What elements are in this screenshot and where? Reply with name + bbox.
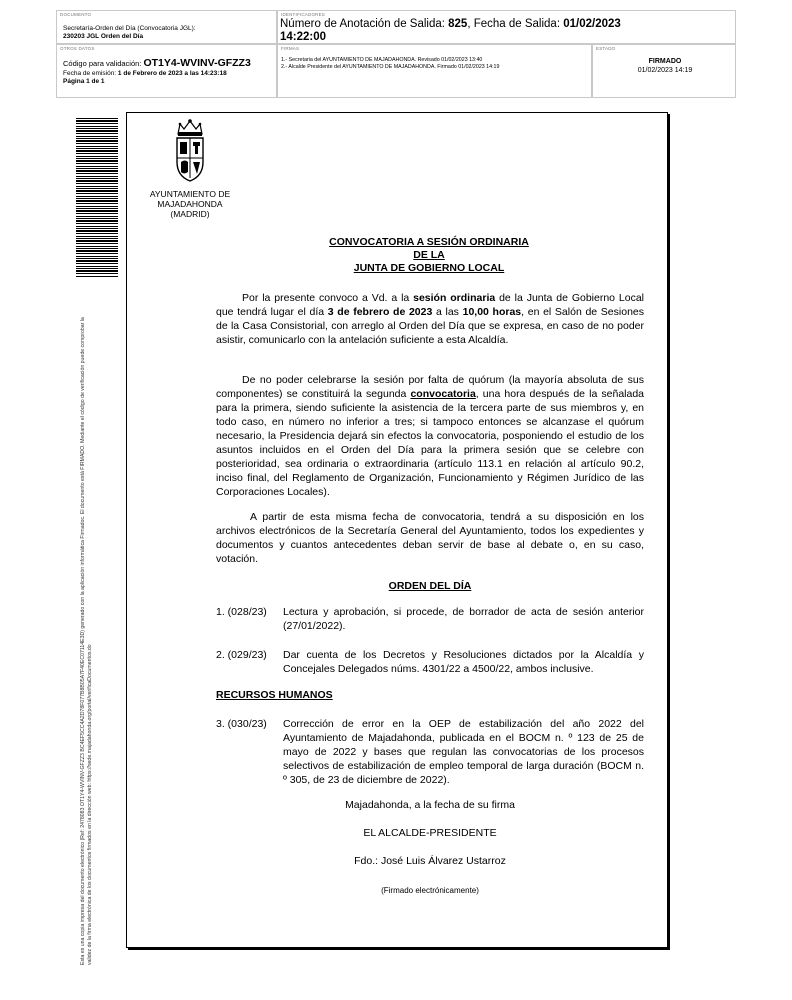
firma-2: 2.- Alcalde Presidente del AYUNTAMIENTO DE MAJADAHONDA. Firmado 01/02/2023 14:19 [281, 64, 500, 70]
paragraph-quorum: De no poder celebrarse la sesión por falta de quórum (la mayoría absoluta de sus componentes) se constituirá la segunda convocatoria, una hora después de la señalada para la primera, siendo suficiente la asistencia de la tercera parte de sus miembros y, en todo caso, en número no inferior a tres; si tampoco entonces se alcanzase el quórum necesario, la Presidencia dejará sin efectos la convocatoria, posponiendo el estudio de los asuntos incluidos en el Orden del Día para la primera sesión que se celebre con posterioridad, sea ordinaria o extraordinaria (artículo 113.1 en relación al artículo 90.2, inciso final, del Reglamento de Organización, Funcionamiento y Régimen Jurídico de las Corporaciones Locales). [216, 374, 645, 498]
recursos-humanos-heading: RECURSOS HUMANOS [216, 689, 333, 701]
document-title-line3: JUNTA DE GOBIERNO LOCAL [353, 262, 505, 274]
codigo-validacion: Código para validación: OT1Y4-WVINV-GFZZ3 [63, 57, 251, 69]
paragraph-archivos: A partir de esta misma fecha de convocatoria, tendrá a su disposición en los archivos electrónicos de la Secretaría General del Ayuntamiento, todos los expedientes y documentos y cuantos antecedentes deban servir de base al debate o, en su caso, votación. [216, 511, 644, 565]
header-otros-datos [56, 44, 277, 98]
ayuntamiento-name: AYUNTAMIENTO DE MAJADAHONDA (MADRID) [149, 189, 231, 219]
verification-side-text: Esta es una copia impresa del documento electrónico (Ref: 2478083 OT1Y4-WVINV-GFZZ3 BC4EF5CC4A2D78F077B8B05A7F40EC07114E3D) generado con la aplicación informática Firmadoc. El documento está FIRMADO. Mediante el código de verificación puede comprobar la validez de la firma electrónica de los documentos firmados en la dirección web: https://sede.majadahonda.org/portal/verificaDocumentos.do [80, 317, 93, 965]
item-3-text: Corrección de error en la OEP de estabilización del año 2022 del Ayuntamiento de Majadahonda, publicada en el BOCM n. º 123 de 25 de mayo de 2022 y bases que regulan las convocatorias de los procesos selectivos de estabilización de empleo temporal de larga duración (BOCM n. º 305, de 23 de diciembre de 2022). [283, 718, 644, 786]
header-identificadores [277, 10, 736, 44]
closing-role: EL ALCALDE-PRESIDENTE [363, 827, 497, 839]
estado-date: 01/02/2023 14:19 [637, 67, 693, 74]
documento-line2: 230203 JGL Orden del Día [63, 33, 144, 40]
closing-electronic: (Firmado electrónicamente) [381, 886, 479, 895]
identificadores-time: 14:22:00 [280, 31, 327, 43]
coat-of-arms-icon [172, 118, 208, 184]
otros-caption: OTROS DATOS [60, 46, 95, 51]
documento-caption: DOCUMENTO [60, 12, 92, 17]
item-3-number: 3. (030/23) [216, 718, 267, 730]
item-2-number: 2. (029/23) [216, 649, 267, 661]
documento-line1: Secretaría-Orden del Día (Convocatoria JGL): [63, 25, 196, 32]
estado-badge: FIRMADO [648, 58, 682, 65]
document-title-line2: DE LA [413, 249, 445, 261]
closing-place: Majadahonda, a la fecha de su firma [345, 799, 515, 811]
item-1-text: Lectura y aprobación, si procede, de borrador de acta de sesión anterior (27/01/2022). [283, 606, 644, 632]
pagina-count: Página 1 de 1 [63, 78, 105, 85]
document-title-line1: CONVOCATORIA A SESIÓN ORDINARIA [329, 236, 529, 248]
item-1-number: 1. (028/23) [216, 606, 267, 618]
firmas-caption: FIRMAS [281, 46, 300, 51]
codigo-value: OT1Y4-WVINV-GFZZ3 [143, 57, 251, 69]
identificadores-text: Número de Anotación de Salida: 825, Fecha de Salida: 01/02/2023 14:22:00 [280, 18, 621, 43]
header-documento [56, 10, 277, 44]
header-firmas [277, 44, 592, 98]
paragraph-convocatoria: Por la presente convoco a Vd. a la sesión ordinaria de la Junta de Gobierno Local que tendrá lugar el día 3 de febrero de 2023 a las 10,00 horas, en el Salón de Sesiones de la Casa Consistorial, con arreglo al Orden del Día que se expresa, en caso de no poder asistir, comunicarlo con la antelación suficiente a esta Alcaldía. [216, 292, 644, 346]
identificadores-caption: IDENTIFICADORES [281, 12, 326, 17]
barcode [76, 118, 118, 278]
item-2-text: Dar cuenta de los Decretos y Resoluciones dictados por la Alcaldía y Concejales Delegados núms. 4301/22 a 4500/22, ambos inclusive. [283, 649, 644, 675]
header-estado [592, 44, 736, 98]
orden-del-dia-title: ORDEN DEL DÍA [388, 580, 472, 592]
fecha-emision: Fecha de emisión: 1 de Febrero de 2023 a las 14:23:18 [63, 70, 227, 77]
firma-1: 1.- Secretaria del AYUNTAMIENTO DE MAJADAHONDA. Revisado 01/02/2023 13:40 [281, 57, 483, 63]
closing-signed: Fdo.: José Luis Álvarez Ustarroz [354, 855, 506, 867]
estado-caption: ESTADO [596, 46, 616, 51]
